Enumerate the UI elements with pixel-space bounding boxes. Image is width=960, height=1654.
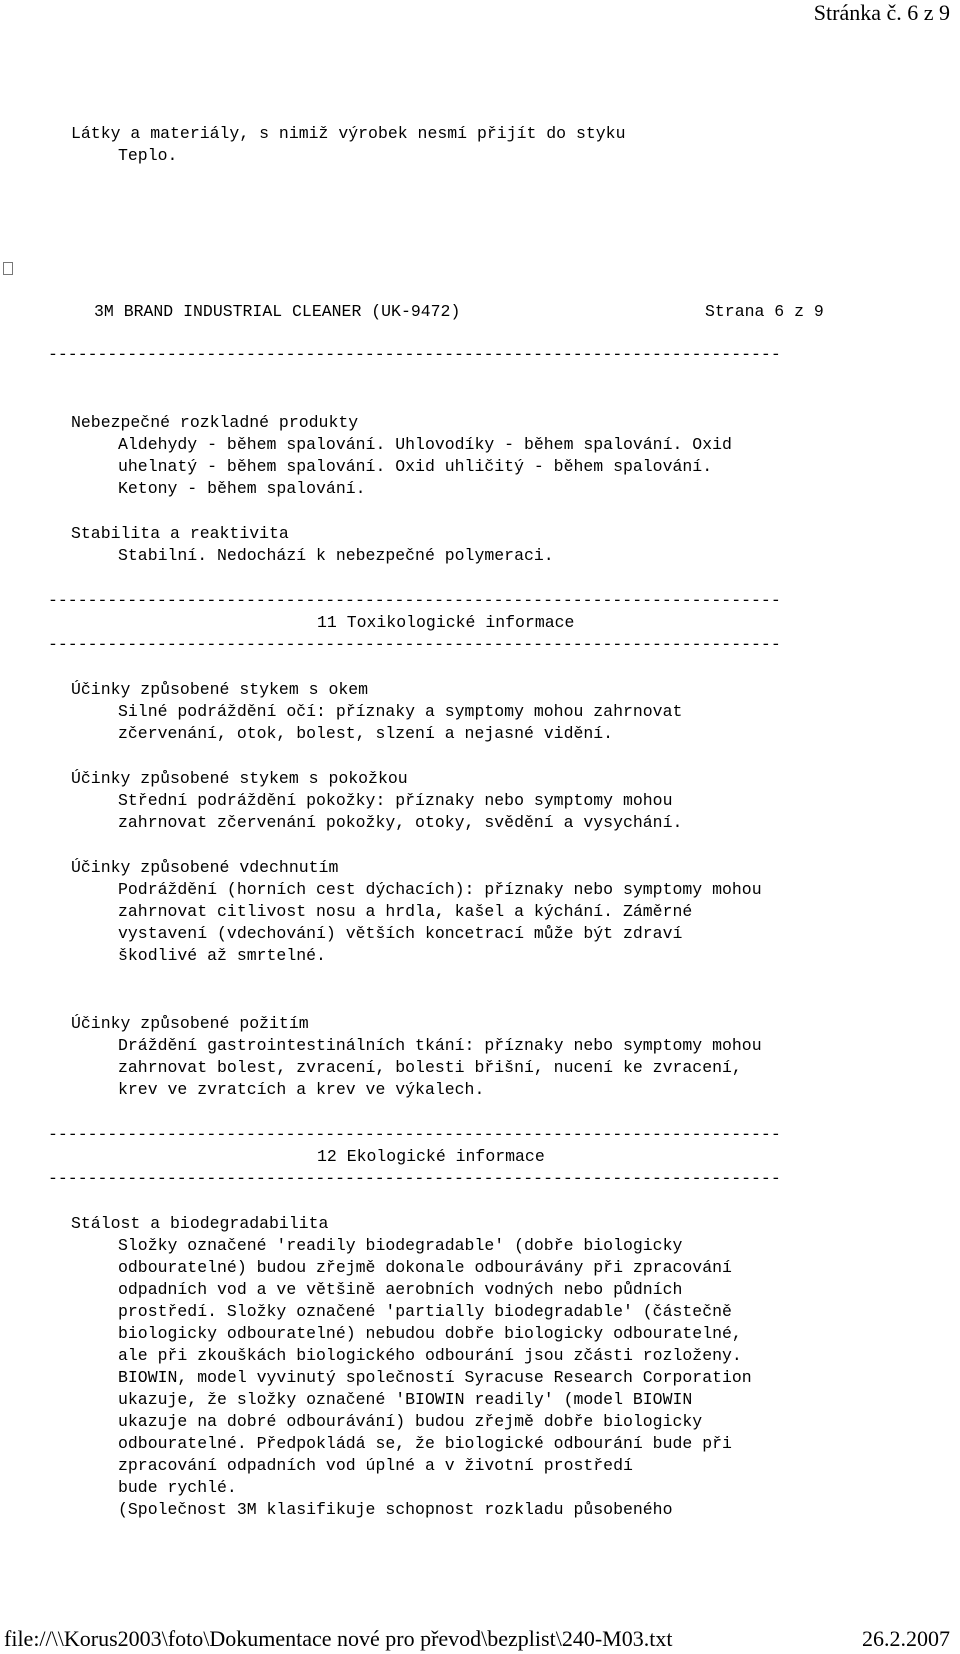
text-line: škodlivé až smrtelné.: [118, 946, 326, 965]
text-line: zpracování odpadních vod úplné a v životní prostředí: [118, 1456, 633, 1475]
text-line: Aldehydy - během spalování. Uhlovodíky - během spalování. Oxid: [118, 435, 732, 454]
divider-line: --------------------------------------------------------------------------: [48, 635, 781, 654]
text-line: (Společnost 3M klasifikuje schopnost rozkladu působeného: [118, 1500, 673, 1519]
divider-line: --------------------------------------------------------------------------: [48, 1125, 781, 1144]
text-line: Dráždění gastrointestinálních tkání: příznaky nebo symptomy mohou: [118, 1036, 762, 1055]
text-line: krev ve zvratcích a krev ve výkalech.: [118, 1080, 485, 1099]
text-line: ukazuje na dobré odbourávání) budou zřejmě dobře biologicky: [118, 1412, 703, 1431]
divider-line: --------------------------------------------------------------------------: [48, 1169, 781, 1188]
ingestion-effects-text: [118, 1035, 762, 1101]
text-line: Střední podráždění pokožky: příznaky nebo symptomy mohou: [118, 791, 673, 810]
text-line: odbouratelné) budou zřejmě dokonale odbourávány při zpracování: [118, 1258, 732, 1277]
skin-effects-heading: Účinky způsobené stykem s pokožkou: [71, 769, 408, 788]
text-line: bude rychlé.: [118, 1478, 237, 1497]
footer-file-path: file://\\Korus2003\foto\Dokumentace nové pro převod\bezplist\240-M03.txt: [4, 1626, 673, 1651]
text-line: odpadních vod a ve většině aerobních vodných nebo půdních: [118, 1280, 683, 1299]
divider-line: --------------------------------------------------------------------------: [48, 591, 781, 610]
text-line: zahrnovat bolest, zvracení, bolesti břišní, nucení ke zvracení,: [118, 1058, 742, 1077]
text-line: Stabilní. Nedochází k nebezpečné polymeraci.: [118, 546, 554, 565]
footer-date: 26.2.2007: [862, 1626, 950, 1651]
ingestion-effects-heading: Účinky způsobené požitím: [71, 1014, 309, 1033]
page-break-marker-icon: [3, 262, 13, 275]
section-11-title: 11 Toxikologické informace: [317, 613, 575, 632]
stability-heading: Stabilita a reaktivita: [71, 524, 289, 543]
skin-effects-text: [118, 790, 682, 834]
text-line: Podráždění (horních cest dýchacích): příznaky nebo symptomy mohou: [118, 880, 762, 899]
document-title: 3M BRAND INDUSTRIAL CLEANER (UK-9472): [94, 302, 461, 321]
text-line: Silné podráždění očí: příznaky a symptomy mohou zahrnovat: [118, 702, 683, 721]
persistence-text: [118, 1235, 752, 1521]
inhalation-effects-text: [118, 879, 762, 967]
text-line: vystavení (vdechování) větších koncetrací může být zdraví: [118, 924, 683, 943]
section-12-title: 12 Ekologické informace: [317, 1147, 545, 1166]
stability-text: [118, 545, 554, 567]
text-line: biologicky odbouratelné) nebudou dobře biologicky odbouratelné,: [118, 1324, 742, 1343]
eye-effects-text: [118, 701, 682, 745]
document-page-number: Strana 6 z 9: [705, 302, 824, 321]
persistence-heading: Stálost a biodegradabilita: [71, 1214, 329, 1233]
text-line: uhelnatý - během spalování. Oxid uhličitý - během spalování.: [118, 457, 713, 476]
divider-line: --------------------------------------------------------------------------: [48, 345, 781, 364]
text-line: ale při zkouškách biologického odbourání jsou zčásti rozloženy.: [118, 1346, 742, 1365]
text-line: odbouratelné. Předpokládá se, že biologické odbourání bude při: [118, 1434, 732, 1453]
text-line: zčervenání, otok, bolest, slzení a nejasné vidění.: [118, 724, 614, 743]
incompatible-text: [118, 145, 177, 167]
text-line: ukazuje, že složky označené 'BIOWIN readily' (model BIOWIN: [118, 1390, 693, 1409]
text-line: zahrnovat zčervenání pokožky, otoky, svědění a vysychání.: [118, 813, 683, 832]
text-line: BIOWIN, model vyvinutý společností Syracuse Research Corporation: [118, 1368, 752, 1387]
incompatible-heading: Látky a materiály, s nimiž výrobek nesmí přijít do styku: [71, 124, 626, 143]
text-line: prostředí. Složky označené 'partially biodegradable' (částečně: [118, 1302, 732, 1321]
decomposition-text: [118, 434, 732, 500]
page-number: Stránka č. 6 z 9: [813, 0, 950, 25]
text-line: Teplo.: [118, 146, 178, 165]
text-line: Složky označené 'readily biodegradable' (dobře biologicky: [118, 1236, 683, 1255]
text-line: zahrnovat citlivost nosu a hrdla, kašel a kýchání. Záměrné: [118, 902, 693, 921]
inhalation-effects-heading: Účinky způsobené vdechnutím: [71, 858, 339, 877]
decomposition-heading: Nebezpečné rozkladné produkty: [71, 413, 359, 432]
eye-effects-heading: Účinky způsobené stykem s okem: [71, 680, 369, 699]
text-line: Ketony - během spalování.: [118, 479, 366, 498]
